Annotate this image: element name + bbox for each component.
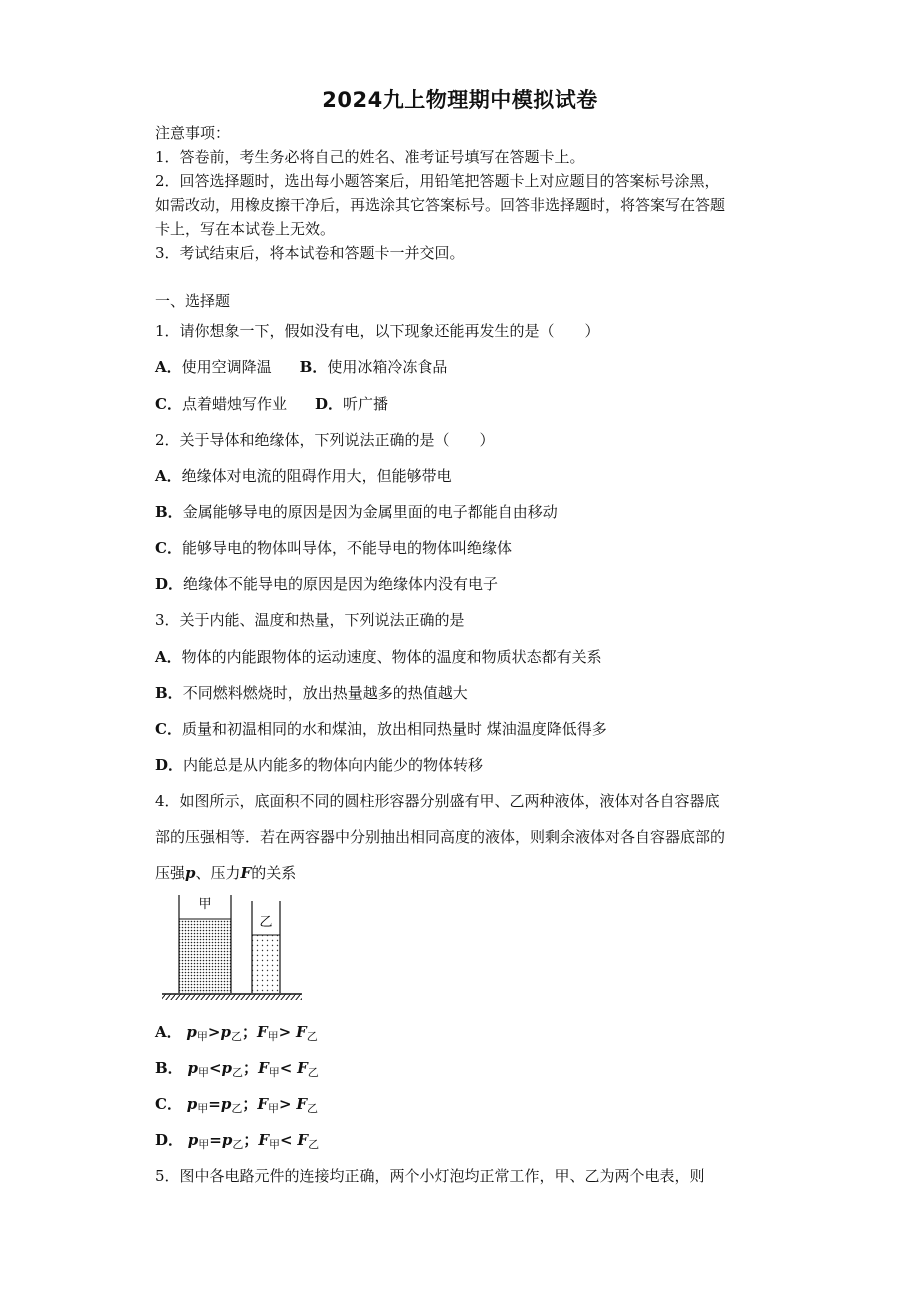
subscript: 乙 bbox=[307, 1066, 319, 1079]
symbol-F: F bbox=[258, 1131, 270, 1149]
symbol-p: p bbox=[221, 1131, 233, 1149]
subscript: 乙 bbox=[307, 1102, 318, 1115]
question-stem bbox=[155, 862, 775, 883]
subscript: 乙 bbox=[231, 1102, 243, 1115]
option-row bbox=[155, 646, 775, 667]
symbol-p: p bbox=[186, 1023, 197, 1041]
option-row bbox=[155, 356, 775, 377]
option-letter: C． bbox=[155, 539, 182, 557]
option-text: 听广播 bbox=[342, 395, 388, 413]
container-figure bbox=[160, 893, 305, 1003]
symbol-F: F bbox=[296, 1023, 307, 1041]
notice-heading: 注意事项： bbox=[155, 124, 231, 142]
option-letter: C． bbox=[155, 720, 182, 738]
symbol-p: p bbox=[221, 1059, 233, 1077]
stem-text: 压强 bbox=[155, 864, 186, 882]
symbol-p: p bbox=[187, 1059, 198, 1077]
subscript: 甲 bbox=[268, 1066, 280, 1079]
ground-hatch bbox=[162, 994, 302, 1000]
option-letter: C． bbox=[155, 1095, 182, 1113]
option-text: 使用冰箱冷冻食品 bbox=[327, 358, 448, 376]
option-row bbox=[155, 718, 775, 739]
symbol-F: F bbox=[296, 1095, 307, 1113]
symbol-p: p bbox=[186, 1095, 198, 1113]
option-letter: C． bbox=[155, 395, 182, 413]
subscript: 乙 bbox=[306, 1030, 318, 1043]
symbol-F: F bbox=[240, 864, 252, 882]
symbol-F: F bbox=[257, 1023, 268, 1041]
symbol-p: p bbox=[220, 1023, 231, 1041]
question-stem: 1．请你想象一下，假如没有电，以下现象还能再发生的是（ ） bbox=[155, 322, 600, 340]
option-letter: B． bbox=[155, 503, 183, 521]
subscript: 乙 bbox=[308, 1138, 320, 1151]
option-letter: D． bbox=[155, 1131, 184, 1149]
subscript: 乙 bbox=[232, 1138, 244, 1151]
option-letter: D． bbox=[314, 395, 343, 413]
stem-text: 、压力 bbox=[195, 864, 241, 882]
separator: ； bbox=[242, 1023, 258, 1041]
subscript: 甲 bbox=[267, 1030, 279, 1043]
separator: ； bbox=[243, 1131, 259, 1149]
option-row bbox=[155, 1129, 775, 1152]
option-row bbox=[155, 1021, 775, 1044]
option-text: 使用空调降温 bbox=[181, 358, 272, 376]
option-letter: D． bbox=[155, 756, 184, 774]
symbol-F: F bbox=[257, 1095, 268, 1113]
option-text: 金属能够导电的原因是因为金属里面的电子都能自由移动 bbox=[182, 503, 558, 521]
relation: < bbox=[208, 1059, 222, 1077]
question-stem: 4．如图所示，底面积不同的圆柱形容器分别盛有甲、乙两种液体，液体对各自容器底 bbox=[155, 792, 720, 810]
option-row bbox=[155, 754, 775, 775]
option-text: 内能总是从内能多的物体向内能少的物体转移 bbox=[183, 756, 484, 774]
option-text: 质量和初温相同的水和煤油，放出相同热量时 煤油温度降低得多 bbox=[181, 720, 607, 738]
symbol-p: p bbox=[220, 1095, 232, 1113]
separator: ； bbox=[242, 1095, 258, 1113]
option-row bbox=[155, 1057, 775, 1080]
question-stem: 部的压强相等．若在两容器中分别抽出相同高度的液体，则剩余液体对各自容器底部的 bbox=[155, 828, 726, 846]
relation: < bbox=[279, 1059, 293, 1077]
option-letter: B． bbox=[155, 684, 183, 702]
subscript: 甲 bbox=[198, 1138, 210, 1151]
relation: > bbox=[278, 1095, 292, 1113]
section-heading: 一、选择题 bbox=[155, 292, 231, 310]
symbol-p: p bbox=[185, 864, 196, 882]
symbol-F: F bbox=[297, 1059, 308, 1077]
option-row bbox=[155, 393, 775, 414]
label-yi: 乙 bbox=[259, 915, 273, 930]
subscript: 甲 bbox=[197, 1102, 209, 1115]
subscript: 乙 bbox=[232, 1066, 244, 1079]
notice-item: 如需改动，用橡皮擦干净后，再选涂其它答案标号。回答非选择题时，将答案写在答题 bbox=[155, 196, 726, 214]
option-row bbox=[155, 682, 775, 703]
option-text: 物体的内能跟物体的运动速度、物体的温度和物质状态都有关系 bbox=[181, 648, 602, 666]
option-letter: B． bbox=[299, 358, 328, 376]
notice-item: 卡上，写在本试卷上无效。 bbox=[155, 220, 336, 238]
question-stem: 5．图中各电路元件的连接均正确，两个小灯泡均正常工作，甲、乙为两个电表，则 bbox=[155, 1167, 705, 1185]
subscript: 乙 bbox=[231, 1030, 242, 1043]
notice-item: 2．回答选择题时，选出每小题答案后，用铅笔把答题卡上对应题目的答案标号涂黑， bbox=[155, 172, 720, 190]
option-row bbox=[155, 573, 775, 594]
separator: ； bbox=[243, 1059, 259, 1077]
relation: > bbox=[207, 1023, 221, 1041]
subscript: 甲 bbox=[267, 1102, 279, 1115]
exam-title: 2024九上物理期中模拟试卷 bbox=[322, 88, 598, 112]
question-stem: 2．关于导体和绝缘体，下列说法正确的是（ ） bbox=[155, 431, 495, 449]
symbol-F: F bbox=[258, 1059, 269, 1077]
symbol-p: p bbox=[187, 1131, 199, 1149]
label-jia: 甲 bbox=[198, 897, 212, 912]
question-stem: 3．关于内能、温度和热量，下列说法正确的是 bbox=[155, 611, 465, 629]
option-text: 绝缘体对电流的阻碍作用大，但能够带电 bbox=[181, 467, 452, 485]
option-row bbox=[155, 537, 775, 558]
subscript: 甲 bbox=[197, 1066, 209, 1079]
subscript: 甲 bbox=[196, 1030, 208, 1043]
relation: = bbox=[209, 1131, 222, 1149]
option-letter: A． bbox=[155, 358, 182, 376]
option-row bbox=[155, 501, 775, 522]
option-text: 不同燃料燃烧时，放出热量越多的热值越大 bbox=[182, 684, 468, 702]
liquid-yi bbox=[252, 935, 280, 993]
subscript: 甲 bbox=[269, 1138, 281, 1151]
relation: > bbox=[278, 1023, 292, 1041]
notice-item: 3．考试结束后，将本试卷和答题卡一并交回。 bbox=[155, 244, 465, 262]
liquid-jia bbox=[179, 919, 231, 993]
option-letter: A． bbox=[155, 467, 182, 485]
option-text: 绝缘体不能导电的原因是因为绝缘体内没有电子 bbox=[183, 575, 499, 593]
relation: = bbox=[208, 1095, 221, 1113]
option-text: 能够导电的物体叫导体，不能导电的物体叫绝缘体 bbox=[181, 539, 512, 557]
notice-item: 1．答卷前，考生务必将自己的姓名、准考证号填写在答题卡上。 bbox=[155, 148, 585, 166]
option-letter: A． bbox=[155, 1023, 182, 1041]
symbol-F: F bbox=[297, 1131, 309, 1149]
option-row bbox=[155, 465, 775, 486]
option-text: 点着蜡烛写作业 bbox=[181, 395, 287, 413]
option-letter: D． bbox=[155, 575, 184, 593]
relation: < bbox=[280, 1131, 293, 1149]
option-letter: A． bbox=[155, 648, 182, 666]
stem-text: 的关系 bbox=[251, 864, 297, 882]
option-row bbox=[155, 1093, 775, 1116]
option-letter: B． bbox=[155, 1059, 183, 1077]
